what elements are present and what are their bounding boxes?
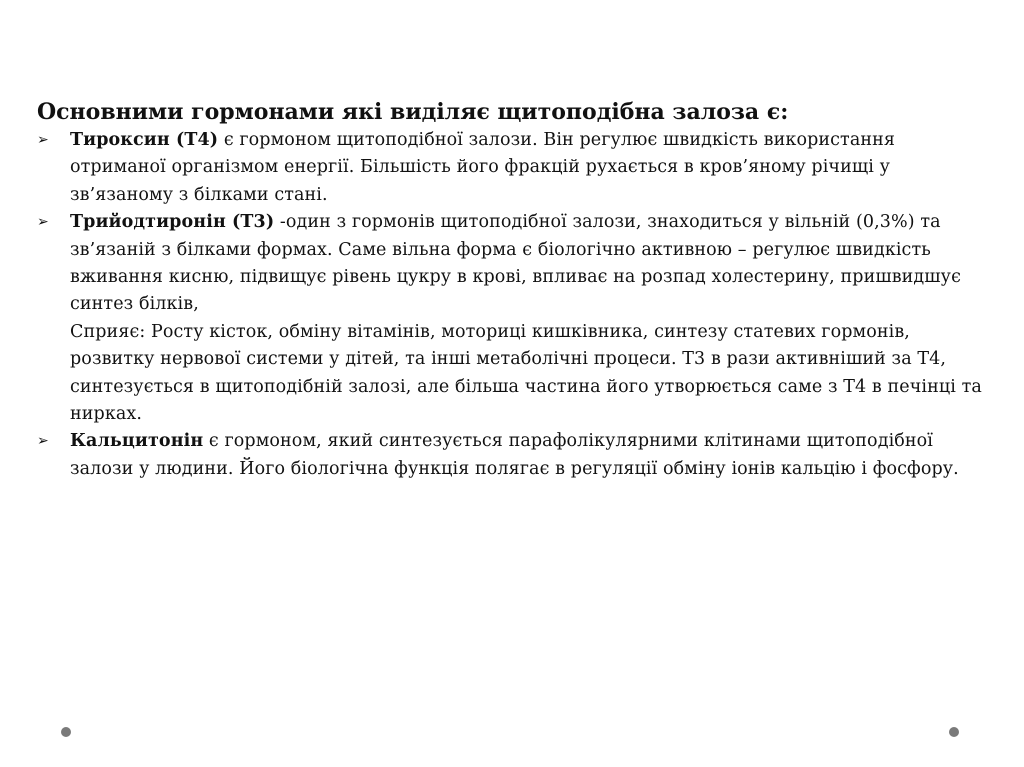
slide-heading: Основними гормонами які виділяє щитоподібна залоза є: [37, 99, 789, 125]
arrow-bullet-icon: ➢ [37, 132, 49, 148]
term-triiodothyronine: Трийодтиронін (Т3) [70, 212, 275, 233]
nav-dot-right [949, 727, 959, 737]
description-triiodothyronine: -один з гормонів щитоподібної залози, знаходиться у вільній (0,3%) та зв’язаній з білками формах. Саме вільна форма є біологічно активною – регулює швидкість вживання кисню, підвищує рівень цукру в крові, впливає на розпад холестерину, пришвидшує синтез білків, [70, 212, 961, 315]
description-thyroxine: є гормоном щитоподібної залози. Він регулює швидкість використання отриманої організмом енергії. Більшість його фракцій рухається в кров’яному річищі у зв’язаному з білками стані. [70, 130, 896, 205]
list-item-triiodothyronine [37, 209, 982, 428]
list-item-calcitonin [37, 428, 982, 483]
arrow-bullet-icon: ➢ [37, 214, 49, 231]
term-thyroxine: Тироксин (Т4) [70, 130, 219, 150]
term-calcitonin: Кальцитонін [70, 431, 204, 452]
description-calcitonin: є гормоном, який синтезується парафолікулярними клітинами щитоподібної залози у людини. Його біологічна функція полягає в регуляції обміну іонів кальцію і фосфору. [70, 431, 959, 479]
hormone-list [37, 127, 982, 483]
description-triiodothyronine-extra: Сприяє: Росту кісток, обміну вітамінів, моториці кишківника, синтезу статевих гормонів, розвитку нервової системи у дітей, та інші метаболічні процеси. Т3 в рази активніший за Т4, синтезується в щитоподібній залозі, але більша частина його утворюється саме з Т4 в печінці та нирках. [70, 321, 982, 425]
list-item-thyroxine [37, 127, 982, 209]
nav-dot-left [61, 727, 71, 737]
arrow-bullet-icon: ➢ [37, 433, 49, 450]
slide-content [37, 97, 982, 483]
